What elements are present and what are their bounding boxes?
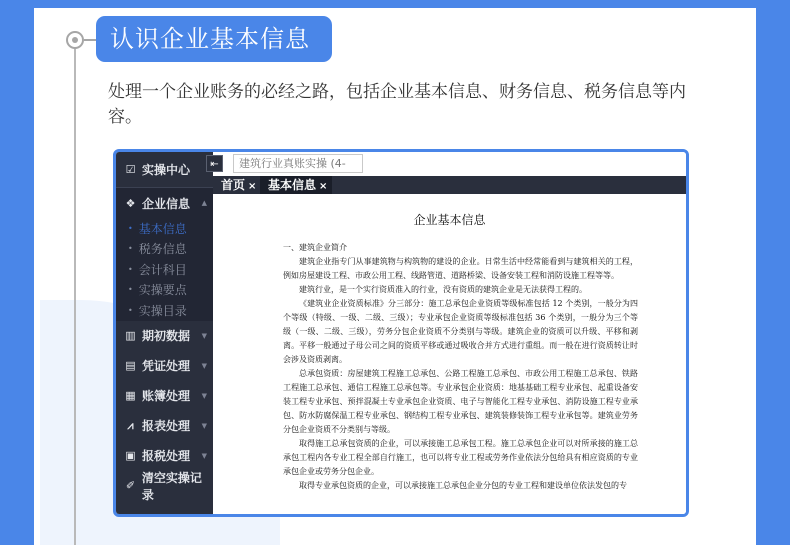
bullet-icon: • xyxy=(128,305,133,315)
document-title: 企业基本信息 xyxy=(413,213,486,227)
sidebar-subitem-label: 基本信息 xyxy=(138,221,187,236)
tab-basic-info[interactable] xyxy=(260,176,332,194)
section-title: 认识企业基本信息 xyxy=(96,16,332,62)
top-border xyxy=(0,0,790,8)
sidebar-subitem-tax-info[interactable] xyxy=(116,239,213,260)
sidebar-item-label: 企业信息 xyxy=(142,196,191,211)
document-heading: 一、建筑企业简介 xyxy=(283,243,347,252)
bullet-icon: • xyxy=(128,285,133,295)
timeline-connector xyxy=(84,39,96,41)
sidebar-item-reports[interactable] xyxy=(116,411,213,441)
brush-icon: ✐ xyxy=(125,479,136,492)
document-paragraph: 建筑企业指专门从事建筑物与构筑物的建设的企业。日常生活中经常能看到与建筑相关的工程，例如房屋建设工程、市政公用工程、线路管道、道路桥梁、设备安装工程和消防设施工程等等。 xyxy=(283,257,638,280)
app-screenshot-window xyxy=(113,149,689,517)
line-chart-icon: ⩘ xyxy=(127,418,134,432)
tax-icon: ▣ xyxy=(125,449,136,462)
timeline-dot xyxy=(66,31,84,49)
document-body xyxy=(283,241,638,493)
document-paragraph: 建筑行业，是一个实行资质准入的行业，没有资质的建筑企业是无法获得工程的。 xyxy=(299,285,587,294)
document-paragraph: 总承包资质：房屋建筑工程施工总承包、公路工程施工总承包、市政公用工程施工总承包、铁路工程施工总承包、通信工程施工总承包等。专业承包企业资质：地基基础工程专业承包、起重设备安装工程专业承包、预拌混凝土专业承包企业资质、电子与智能化工程专业承包、消防设施工程专业承包、防水防腐保温工程专业承包、钢结构工程专业承包、建筑装修装饰工程专业承包等。建筑业劳务分包企业资质不分类别与等级。 xyxy=(283,369,638,434)
sidebar-item-opening-data[interactable] xyxy=(116,321,213,351)
book-icon: ▦ xyxy=(125,389,136,402)
sidebar-header[interactable] xyxy=(116,152,213,188)
sidebar-subitem-label: 会计科目 xyxy=(138,262,187,277)
chevron-down-icon: ▼ xyxy=(201,391,207,400)
document-paragraph: 取得施工总承包资质的企业，可以承接施工总承包工程。施工总承包企业可以对所承接的施工总承包工程内各专业工程全部自行施工，也可以将专业工程或劳务作业依法分包给具有相应资质的专业承包企业或劳务分包企业。 xyxy=(283,439,638,476)
left-border xyxy=(0,0,34,545)
sidebar-subitem-basic-info[interactable] xyxy=(116,218,213,239)
right-border xyxy=(756,0,790,545)
tab-label: 基本信息 xyxy=(268,178,317,192)
sidebar-item-label: 期初数据 xyxy=(142,329,191,343)
bullet-icon: • xyxy=(128,223,133,233)
sidebar-item-label: 清空实操记录 xyxy=(141,470,202,502)
sidebar-item-ledger[interactable] xyxy=(116,381,213,411)
tab-label: 首页 xyxy=(221,178,246,192)
bar-chart-icon: ▥ xyxy=(125,329,136,342)
close-icon[interactable]: × xyxy=(248,181,257,192)
checkbox-icon: ☑ xyxy=(125,163,136,176)
sidebar-subitem-label: 实操目录 xyxy=(138,303,187,318)
bullet-icon: • xyxy=(128,244,133,254)
section-intro: 处理一个企业账务的必经之路，包括企业基本信息、财务信息、税务信息等内容。 xyxy=(108,82,686,127)
sidebar-subitem-catalog[interactable] xyxy=(116,300,213,321)
document-paragraph: 取得专业承包资质的企业，可以承接施工总承包企业分包的专业工程和建设单位依法发包的专 xyxy=(299,481,627,490)
sidebar-item-label: 报税处理 xyxy=(142,449,191,463)
sidebar-subitem-accounts[interactable] xyxy=(116,259,213,280)
tab-home[interactable] xyxy=(213,176,258,194)
sidebar-item-voucher[interactable] xyxy=(116,351,213,381)
chevron-down-icon: ▼ xyxy=(201,331,207,340)
document-paragraph: 《建筑业企业资质标准》分三部分：施工总承包企业资质等级标准包括 12 个类别，一般分为四个等级（特级、一级、二级、三级）；专业承包企业资质等级标准包括 36 个类别，一般分为三个等级（一级、二级、三级），劳务分包企业资质不分类别与等级。建筑企业的资质可以升级、平移和剥离。平移一般通过子母公司之间的资质平移或通过吸收合并方式进行重组。而一般在进行资质转让时会涉及资质剥离。 xyxy=(283,299,638,364)
sidebar-item-label: 凭证处理 xyxy=(142,359,191,373)
chevron-up-icon: ▲ xyxy=(201,199,207,207)
chevron-down-icon: ▼ xyxy=(201,361,207,370)
sidebar-item-label: 账簿处理 xyxy=(142,389,191,403)
course-search-input[interactable]: 建筑行业真账实操 (4- xyxy=(233,154,363,173)
sidebar-item-label: 报表处理 xyxy=(142,419,191,433)
voucher-icon: ▤ xyxy=(125,359,136,372)
sidebar-header-label: 实操中心 xyxy=(142,163,191,177)
timeline-line xyxy=(74,36,76,545)
sidebar-item-tax-filing[interactable] xyxy=(116,441,213,471)
document-viewer xyxy=(213,194,686,514)
sidebar-subitem-label: 实操要点 xyxy=(138,283,187,298)
collapse-sidebar-icon[interactable]: ⇤ xyxy=(206,155,223,172)
sidebar-subitem-key-points[interactable] xyxy=(116,280,213,301)
bullet-icon: • xyxy=(128,264,133,274)
top-bar xyxy=(210,152,686,176)
sidebar-item-clear-records[interactable] xyxy=(116,471,213,501)
chevron-down-icon: ▼ xyxy=(201,421,207,430)
layers-icon: ❖ xyxy=(125,196,136,210)
chevron-down-icon: ▼ xyxy=(201,451,207,460)
sidebar-item-company-info[interactable] xyxy=(116,188,213,218)
sidebar xyxy=(116,152,213,514)
tab-bar xyxy=(213,176,686,194)
close-icon[interactable]: × xyxy=(319,181,328,192)
sidebar-subitem-label: 税务信息 xyxy=(138,242,187,257)
